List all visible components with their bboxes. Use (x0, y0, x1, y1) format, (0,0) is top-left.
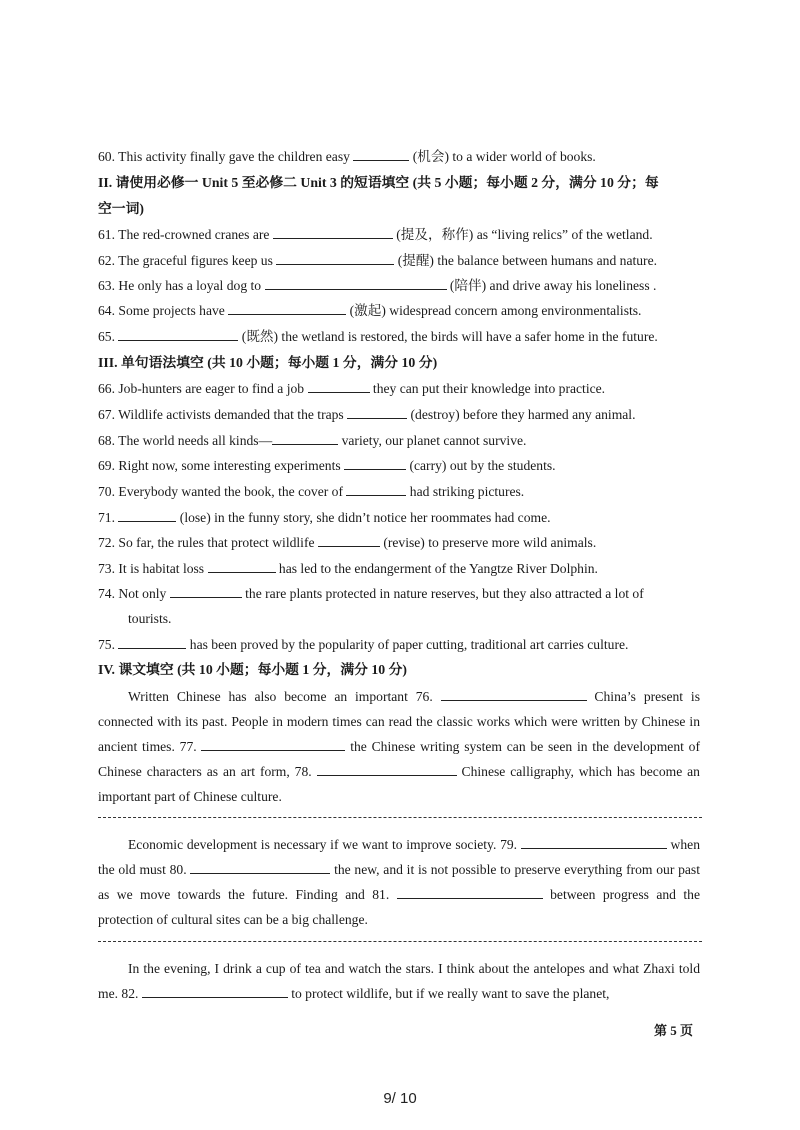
section-4-heading: IV. 课文填空 (共 10 小题；每小题 1 分，满分 10 分) (98, 662, 408, 677)
passage-3 (98, 956, 700, 1006)
question-text: (carry) out by the students. (406, 458, 556, 473)
answer-blank[interactable] (353, 148, 409, 161)
question-72 (98, 534, 596, 552)
question-68 (98, 432, 526, 450)
question-text: (陪伴) and drive away his loneliness . (446, 278, 657, 293)
question-text: 65. (98, 329, 119, 344)
viewer-page-indicator: 9/ 10 (383, 1090, 417, 1107)
question-text: (destroy) before they harmed any animal. (407, 407, 636, 422)
answer-blank[interactable] (308, 380, 370, 393)
answer-blank[interactable] (118, 328, 238, 341)
question-text: had striking pictures. (406, 484, 525, 499)
answer-blank[interactable] (272, 432, 338, 445)
answer-blank[interactable] (318, 534, 380, 547)
question-text: (lose) in the funny story, she didn’t notice her roommates had come. (176, 510, 551, 525)
answer-blank[interactable] (228, 302, 346, 315)
answer-blank[interactable] (170, 585, 242, 598)
section-2-heading: II. 请使用必修一 Unit 5 至必修二 Unit 3 的短语填空 (共 5 小题；每小题 2 分，满分 10 分；每 (98, 175, 659, 190)
question-60 (98, 148, 596, 166)
question-text: (revise) to preserve more wild animals. (379, 535, 597, 550)
question-74-cont: tourists. (128, 611, 172, 626)
question-text: the rare plants protected in nature reserves, but they also attracted a lot of (241, 586, 644, 601)
question-62 (98, 252, 657, 270)
question-text: (既然) the wetland is restored, the birds will have a safer home in the future. (238, 329, 658, 344)
question-text: 63. He only has a loyal dog to (98, 278, 265, 293)
question-text: (提醒) the balance between humans and nature. (394, 253, 658, 268)
question-text: 61. The red-crowned cranes are (98, 227, 273, 242)
passage-text: China’s present is connected with its past. People in modern times can read the classic works which were written by Chinese in ancient times. 77. (98, 689, 701, 754)
question-text: has led to the endangerment of the Yangtze River Dolphin. (275, 561, 598, 576)
question-73 (98, 560, 598, 578)
answer-blank[interactable] (201, 738, 345, 751)
answer-blank[interactable] (346, 483, 406, 496)
question-text: 70. Everybody wanted the book, the cover of (98, 484, 347, 499)
passage-text: Economic development is necessary if we want to improve society. 79. (128, 837, 521, 852)
question-64 (98, 302, 641, 320)
answer-blank[interactable] (317, 763, 457, 776)
answer-blank[interactable] (441, 688, 587, 701)
answer-blank[interactable] (276, 252, 394, 265)
question-text: 60. This activity finally gave the children easy (98, 149, 354, 164)
page-number: 第 5 页 (654, 1023, 694, 1038)
passage-text: to protect wildlife, but if we really want to save the planet, (287, 986, 610, 1001)
question-75 (98, 636, 628, 654)
passage-text: the Chinese writing system can be seen in the development of Chinese characters as an art form, 78. (98, 739, 700, 779)
answer-blank[interactable] (397, 886, 543, 899)
answer-blank[interactable] (118, 636, 186, 649)
question-text: (激起) widespread concern among environmentalists. (346, 303, 642, 318)
question-text: has been proved by the popularity of paper cutting, traditional art carries culture. (186, 637, 629, 652)
passage-2 (98, 832, 700, 932)
question-text: 73. It is habitat loss (98, 561, 208, 576)
question-text: 62. The graceful figures keep us (98, 253, 277, 268)
question-text: 71. (98, 510, 119, 525)
question-text: (提及，称作) as “living relics” of the wetland. (392, 227, 653, 242)
question-63 (98, 277, 656, 295)
passage-text: Written Chinese has also become an important 76. (128, 689, 441, 704)
question-61 (98, 226, 653, 244)
question-66 (98, 380, 605, 398)
question-65 (98, 328, 658, 346)
section-3-heading: III. 单句语法填空 (共 10 小题；每小题 1 分，满分 10 分) (98, 355, 438, 370)
passage-text: between progress and the protection of cultural sites can be a big challenge. (98, 887, 700, 927)
passage-text: Chinese calligraphy, which has become an important part of Chinese culture. (98, 764, 700, 804)
question-text: variety, our planet cannot survive. (338, 433, 527, 448)
passage-text: the new, and it is not possible to preserve everything from our past as we move towards the future. Finding and 81. (98, 862, 700, 902)
passage-text: In the evening, I drink a cup of tea and watch the stars. I think about the antelopes and what Zhaxi told me. 82. (98, 961, 700, 1001)
answer-blank[interactable] (347, 406, 407, 419)
divider (98, 817, 702, 818)
answer-blank[interactable] (521, 836, 667, 849)
answer-blank[interactable] (142, 985, 288, 998)
question-text: they can put their knowledge into practice. (369, 381, 606, 396)
passage-text: when the old must 80. (98, 837, 700, 877)
answer-blank[interactable] (265, 277, 447, 290)
answer-blank[interactable] (208, 560, 276, 573)
question-text: 72. So far, the rules that protect wildlife (98, 535, 318, 550)
question-71 (98, 509, 551, 527)
answer-blank[interactable] (118, 509, 176, 522)
question-text: 75. (98, 637, 119, 652)
question-67 (98, 406, 635, 424)
question-text: (机会) to a wider world of books. (409, 149, 596, 164)
question-text: 67. Wildlife activists demanded that the traps (98, 407, 348, 422)
question-70 (98, 483, 524, 501)
divider (98, 941, 702, 942)
question-text: 68. The world needs all kinds— (98, 433, 273, 448)
question-text: 66. Job-hunters are eager to find a job (98, 381, 308, 396)
answer-blank[interactable] (190, 861, 330, 874)
passage-1 (98, 684, 700, 809)
answer-blank[interactable] (344, 457, 406, 470)
question-74 (98, 585, 644, 603)
section-2-heading-cont: 空一词) (98, 201, 144, 216)
question-text: 64. Some projects have (98, 303, 229, 318)
answer-blank[interactable] (273, 226, 393, 239)
question-text: 69. Right now, some interesting experiments (98, 458, 345, 473)
question-69 (98, 457, 556, 475)
question-text: 74. Not only (98, 586, 170, 601)
